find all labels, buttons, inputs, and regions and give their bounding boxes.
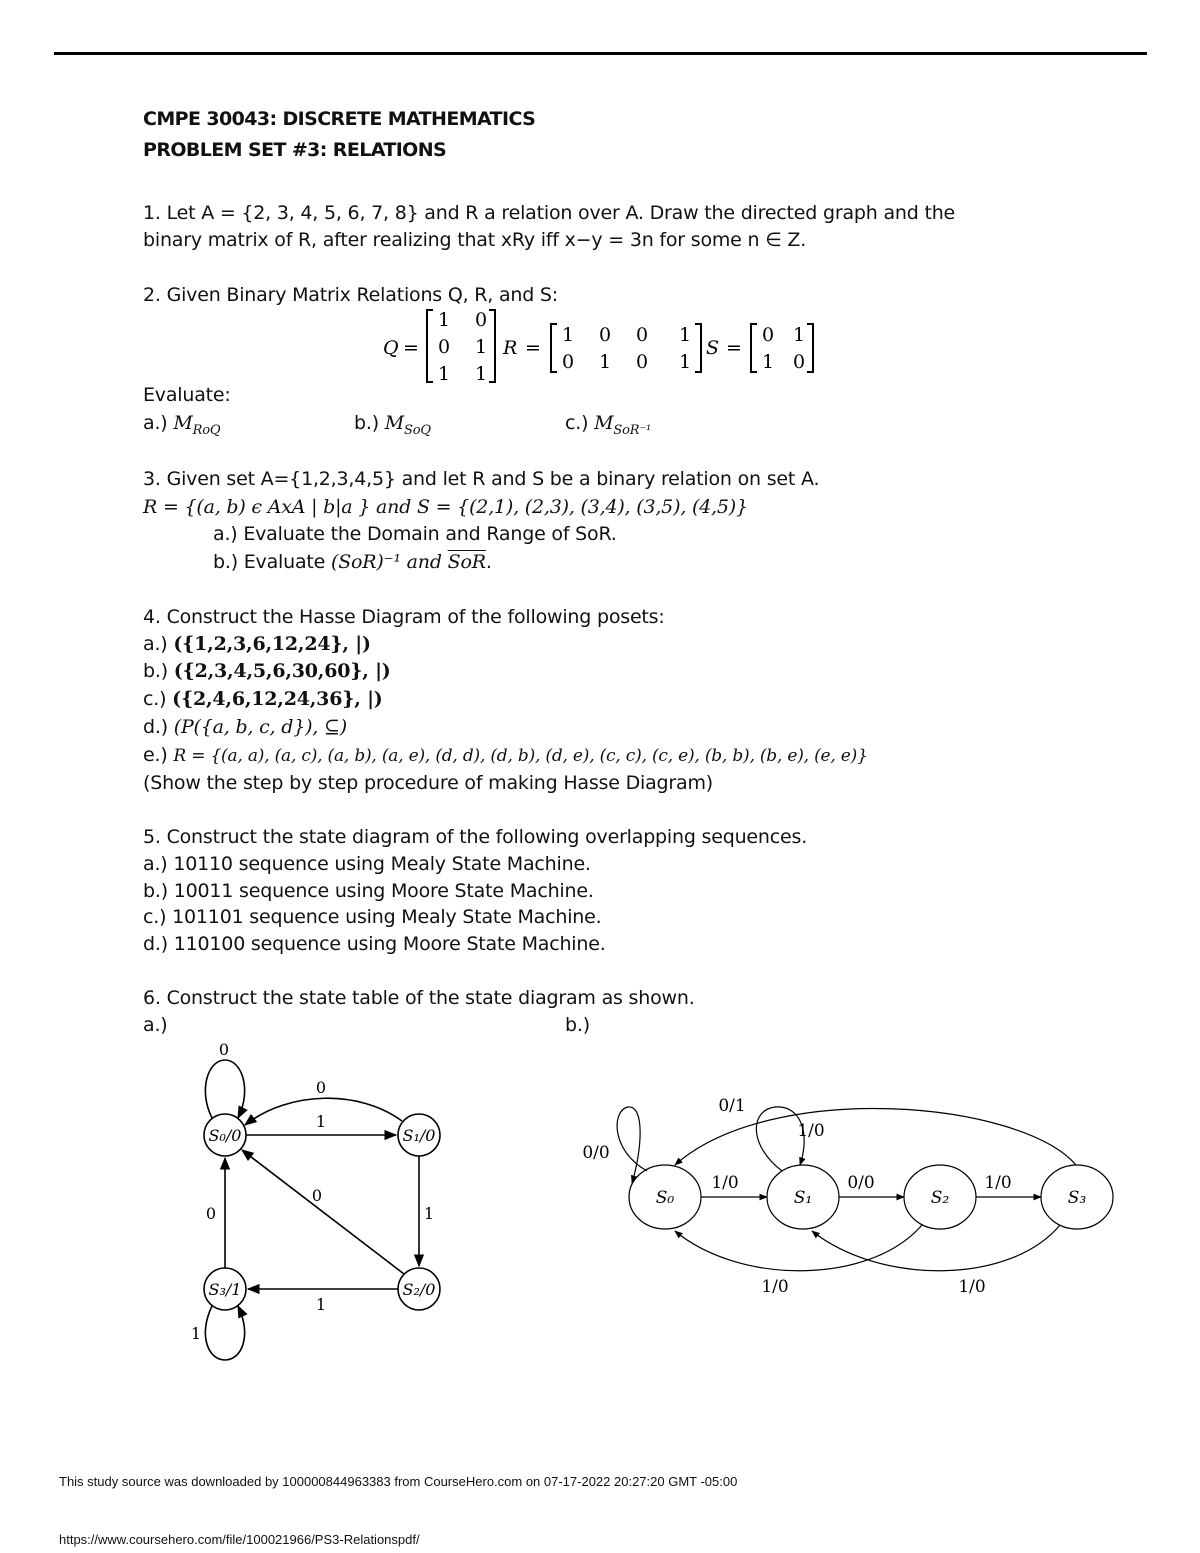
- problem-2-intro: 2. Given Binary Matrix Relations Q, R, and S:: [143, 284, 558, 306]
- matrix-r-cell: 1: [679, 351, 692, 373]
- state-label: S₁: [793, 1188, 813, 1208]
- edge-label: 0: [218, 1040, 230, 1059]
- edge-s2-to-s0: [242, 1150, 404, 1274]
- matrix-q-cell: 1: [438, 363, 451, 385]
- matrix-q-cell: 0: [438, 336, 451, 358]
- matrix-s-left-bracket: [751, 324, 757, 372]
- problem-6-part-a-label: a.): [143, 1014, 168, 1036]
- state-label: S₁/0: [402, 1126, 436, 1145]
- matrix-q-cell: 1: [475, 336, 488, 358]
- matrix-q-cell: 1: [438, 309, 451, 331]
- matrix-q-right-bracket: [489, 310, 495, 382]
- edge-label: 0/1: [718, 1096, 746, 1116]
- matrix-q-cell: 1: [475, 363, 488, 385]
- problem-6-intro: 6. Construct the state table of the state diagram as shown.: [143, 987, 695, 1009]
- problem-set-title: PROBLEM SET #3: RELATIONS: [143, 139, 447, 161]
- matrix-s-cell: 1: [793, 324, 806, 346]
- header-rule: [54, 52, 1147, 55]
- edge-label: 0/0: [847, 1173, 875, 1193]
- problem-3-intro: 3. Given set A={1,2,3,4,5} and let R and S be a binary relation on set A.: [143, 468, 820, 490]
- edge-label: 1: [190, 1324, 202, 1343]
- problem-2-part-c: c.) $M_{SoR^{-1}}$: [565, 412, 652, 438]
- problem-5-item: b.) 10011 sequence using Moore State Machine.: [143, 880, 594, 902]
- edge-label: 1: [315, 1295, 327, 1314]
- matrix-r-cell: 0: [636, 324, 649, 346]
- equals-sign: =: [726, 337, 742, 359]
- matrix-r-cell: 1: [599, 351, 612, 373]
- matrix-equations: [363, 300, 823, 388]
- edge-s3-loop: [205, 1306, 244, 1360]
- edge-label: 1: [423, 1204, 435, 1223]
- equals-sign: =: [525, 337, 541, 359]
- state-label: S₀: [655, 1188, 675, 1208]
- matrix-r-cell: 0: [636, 351, 649, 373]
- matrix-r-right-bracket: [695, 324, 701, 372]
- edge-s2-to-s0: [675, 1225, 922, 1271]
- state-label: S₂: [930, 1188, 950, 1208]
- matrix-s-cell: 0: [793, 351, 806, 373]
- matrix-r-cell: 0: [599, 324, 612, 346]
- matrix-s-cell: 1: [762, 351, 775, 373]
- edge-label: 0/0: [582, 1143, 610, 1163]
- matrix-r-name: R: [503, 337, 518, 359]
- state-label: S₂/0: [402, 1280, 436, 1299]
- edge-label: 1/0: [711, 1173, 739, 1193]
- course-title: CMPE 30043: DISCRETE MATHEMATICS: [143, 108, 536, 130]
- problem-5-item: c.) 101101 sequence using Mealy State Machine.: [143, 906, 602, 928]
- problem-4-part-b: b.) ({2,3,4,5,6,30,60}, |): [143, 660, 391, 682]
- source-url-link[interactable]: https://www.coursehero.com/file/100021966/PS3-Relationspdf/: [59, 1532, 420, 1547]
- problem-2-part-a: a.) $M_{RoQ}$: [143, 412, 221, 438]
- matrix-r-left-bracket: [551, 324, 557, 372]
- edge-label: 1/0: [958, 1277, 986, 1297]
- matrix-r-cell: 0: [562, 351, 575, 373]
- matrix-s-name: S: [706, 337, 720, 359]
- problem-4-part-a: a.) ({1,2,3,6,12,24}, |): [143, 633, 371, 655]
- state-label: S₀/0: [208, 1126, 242, 1145]
- evaluate-label: Evaluate:: [143, 384, 231, 406]
- edge-label: 1/0: [761, 1277, 789, 1297]
- problem-6-part-b-label: b.): [565, 1014, 590, 1036]
- matrix-r-cell: 1: [562, 324, 575, 346]
- matrix-q-cell: 0: [475, 309, 488, 331]
- state-diagram-a: [180, 1035, 470, 1375]
- edge-label: 0: [205, 1204, 217, 1223]
- problem-4-note: (Show the step by step procedure of making Hasse Diagram): [143, 772, 713, 794]
- matrix-s-cell: 0: [762, 324, 775, 346]
- problem-2-part-b: b.) $M_{SoQ}$: [354, 412, 431, 438]
- matrix-s-right-bracket: [807, 324, 813, 372]
- state-diagram-b: [570, 1085, 1130, 1300]
- matrix-q-left-bracket: [427, 310, 433, 382]
- matrix-q-name: Q: [383, 337, 399, 359]
- state-label: S₃: [1067, 1188, 1087, 1208]
- problem-4-intro: 4. Construct the Hasse Diagram of the following posets:: [143, 606, 665, 628]
- state-label: S₃/1: [208, 1280, 242, 1299]
- problem-1-line-1: 1. Let A = {2, 3, 4, 5, 6, 7, 8} and R a relation over A. Draw the directed graph and the: [143, 202, 956, 224]
- problem-3-part-a: a.) Evaluate the Domain and Range of SoR.: [213, 523, 617, 545]
- problem-4-part-e: e.) R = {(a, a), (a, c), (a, b), (a, e), (d, d), (d, b), (d, e), (c, c), (c, e), (b, b), (b, e), (e, e)}: [143, 744, 868, 766]
- matrix-r-cell: 1: [679, 324, 692, 346]
- edge-label: 0: [311, 1186, 323, 1205]
- problem-1-line-2: binary matrix of R, after realizing that xRy iff x−y = 3n for some n ∈ Z.: [143, 229, 807, 251]
- edge-label: 1/0: [984, 1173, 1012, 1193]
- edge-label: 1: [315, 1112, 327, 1131]
- problem-3-relations: R = {(a, b) ϵ AxA | b|a } and S = {(2,1), (2,3), (3,4), (3,5), (4,5)}: [143, 496, 748, 518]
- problem-4-part-d: d.) (P({a, b, c, d}), ⊆): [143, 716, 347, 738]
- problem-5-item: d.) 110100 sequence using Moore State Machine.: [143, 933, 606, 955]
- equals-sign: =: [403, 337, 419, 359]
- download-source-notice: This study source was downloaded by 100000844963383 from CourseHero.com on 07-17-2022 20:27:20 GMT -05:00: [59, 1474, 738, 1489]
- problem-4-part-c: c.) ({2,4,6,12,24,36}, |): [143, 688, 383, 710]
- edge-s3-to-s1: [812, 1225, 1060, 1271]
- edge-label: 0: [315, 1078, 327, 1097]
- edge-s0-loop: [205, 1060, 244, 1118]
- problem-5-intro: 5. Construct the state diagram of the following overlapping sequences.: [143, 826, 808, 848]
- edge-s3-to-s0: [675, 1109, 1076, 1165]
- edge-label: 1/0: [797, 1121, 825, 1141]
- problem-3-part-b: b.) Evaluate (SoR)⁻¹ and $\overline{SoR}$.: [213, 551, 492, 573]
- problem-5-item: a.) 10110 sequence using Mealy State Machine.: [143, 853, 591, 875]
